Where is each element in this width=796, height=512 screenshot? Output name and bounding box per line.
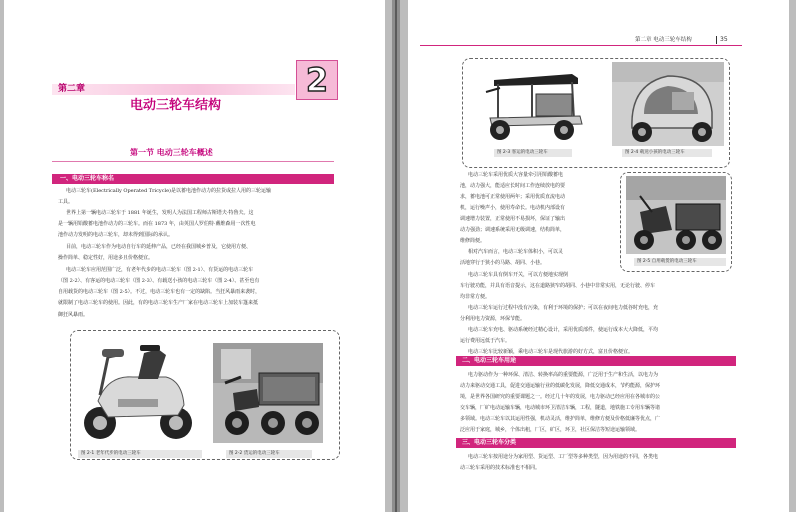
household-cargo-tricycle-photo — [626, 176, 726, 254]
left-para-line: 工具。 — [58, 199, 74, 205]
figure-caption: 图 2-2 货运的电动三轮车 — [226, 450, 312, 458]
right-para-line: 多领域。电动三轮车以其运用性强，机动灵活，维护简单，维修方便及价格低廉等优点，广 — [460, 416, 661, 422]
child-carrier-tricycle-photo — [612, 62, 724, 146]
running-header-title: 第二章 电动三轮车结构 — [635, 37, 692, 43]
figure-caption: 图 2-5 自用载货的电动三轮车 — [634, 258, 726, 266]
running-header-rule — [420, 45, 742, 46]
left-para-line: 自用载货的电动三轮车（图 2-5）。不过，电动三轮车也有一定的缺陷。当狂风暴雨来袭时， — [58, 289, 261, 295]
chapter-number: 2 — [305, 61, 329, 99]
left-para-line: 是一辆用铅酸蓄电池作动力的三轮车。而在 1873 年，由英国人罗伯特·戴维森用一次性电 — [58, 221, 256, 227]
figure-caption: 图 2-3 客运的电动三轮车 — [494, 149, 572, 157]
right-para-line: 运行费用远低于汽车。 — [460, 338, 511, 344]
right-para-line: 动三轮车采用的技术标准也不相同。 — [460, 465, 541, 471]
left-para-line: 电动三轮车(Electrically Operated Tricycle)是以蓄电池作动力的拉货或拉人用的三轮运输 — [66, 188, 272, 194]
running-header-divider — [716, 36, 717, 44]
chapter-heading-band — [52, 84, 295, 95]
left-para-line: （图 2-2）、有客运的电动三轮车（图 2-3）、有载送小孩的电动三轮车（图 2-4）、甚至也有 — [58, 278, 260, 284]
right-para-line: 动力来驱动交通工具，促进交通运输行业的低碳化发展，降低交通成本，节约能源，保护环 — [460, 383, 661, 389]
gutter-fold-line — [395, 0, 397, 512]
right-para-line: 交车辆，厂矿电动运输车辆，电动城市环卫清洁车辆，工程，隧道，地铁施工专用车辆等诸 — [460, 405, 661, 411]
chapter-label: 第二章 — [58, 84, 86, 94]
right-para-line: 境，是世界各国研究的重要课题之一。经过几十年的发展，电力驱动已经应用在各城市的公 — [460, 394, 661, 400]
right-para-line: 分利用电力资源，环保节能。 — [460, 316, 526, 322]
section-heading-naming: 一、电动三轮车称名 — [60, 175, 115, 182]
figure-caption: 图 2-4 载送小孩的电动三轮车 — [622, 149, 712, 157]
right-para-line: 维修简便。 — [460, 238, 486, 244]
left-para-line: 池作动力发明的电动三轮车，却未得到国际的承认。 — [58, 232, 174, 238]
right-para-line: 电动三轮车具有倒车开关，可以方便地实现倒 — [468, 272, 569, 278]
right-para-line: 车行驶功能，并具有语音提示，这在道路狭窄的胡同、小巷中非常实用，无论行驶、停车 — [460, 283, 656, 289]
right-para-line: 相对汽车而言，电动三轮车体积小，可以灵 — [468, 249, 564, 255]
figure-caption: 图 2-1 老年代步的电动三轮车 — [78, 450, 202, 458]
left-para-line: 御狂风暴雨。 — [58, 312, 89, 318]
section-heading-types: 三、电动三轮车分类 — [462, 439, 517, 446]
right-para-line: 电动三轮车按用途分为家用型、货运型、工厂型等多种类型，因为用途的不同，各类电 — [468, 454, 659, 460]
right-para-line: 均非常方便。 — [460, 294, 491, 300]
right-para-line: 电动三轮车充电、驱动系统经过精心设计，采用优质部件，使运行成本大大降低，平均 — [468, 327, 659, 333]
right-para-line: 电力驱动作为一种环保、清洁、转换率高的重要能源，广泛用于生产和生活，以电力为 — [468, 372, 659, 378]
section-heading-uses: 二、电动三轮车用途 — [462, 357, 517, 364]
page-number: 35 — [720, 36, 728, 43]
right-para-line: 电动三轮车运行过程中没有污染，有利于环境的保护；可以在夜间电力低谷时充电，充 — [468, 305, 659, 311]
section-rule — [52, 161, 334, 162]
right-para-line: 泛应用于家庭，城乡，个体出租，厂区，矿区，环卫，社区保洁等短途运输领域。 — [460, 427, 641, 433]
cargo-tricycle-photo — [213, 343, 323, 443]
chapter-title: 电动三轮车结构 — [130, 98, 222, 113]
left-para-line: 操作简单、稳定性好，用途多且价格便宜。 — [58, 255, 154, 261]
left-para-line: 就限制了电动三轮车的使用。因此，有的电动三轮车生产厂家在电动三轮车上加装车篷来抵 — [58, 300, 259, 306]
right-para-line: 电动三轮车比较新颖，乘电动三轮车是现代旅游的好方式，富且价格便宜。 — [468, 349, 634, 355]
passenger-tricycle-photo — [480, 62, 590, 144]
right-para-line: 电动三轮车采用优质大容量牵引用铅酸蓄电 — [468, 172, 564, 178]
right-para-line: 机，运行噪声小，使用寿命长。电动机内部设有 — [460, 205, 566, 211]
mobility-scooter-photo — [78, 335, 198, 445]
right-para-line: 活地穿行于狭小的马路、胡同、小巷。 — [460, 260, 546, 266]
left-para-line: 电动三轮车应用范围广泛，有老年代步的电动三轮车（图 2-1）、有货运的电动三轮车 — [66, 267, 254, 273]
right-para-line: 求，蓄电池可正常使用两年；采用优质直流电动 — [460, 194, 566, 200]
section-title: 第一节 电动三轮车概述 — [130, 148, 213, 157]
right-para-line: 调速增力装置，正常使用不易损坏，保证了输出 — [460, 216, 566, 222]
left-para-line: 目前，电动三轮车作为电动自行车的延伸产品，已经在我国城乡普及，它使用方便、 — [66, 244, 252, 250]
right-para-line: 动力强劲；调速系统采用无级调速，结构简单， — [460, 227, 566, 233]
left-para-line: 世界上第一辆电动三轮车于 1881 年诞生，发明人为法国工程师古斯塔夫·特鲁夫。这 — [66, 210, 254, 216]
right-para-line: 池，动力强大，能适应长时间工作连续放电的要 — [460, 183, 566, 189]
